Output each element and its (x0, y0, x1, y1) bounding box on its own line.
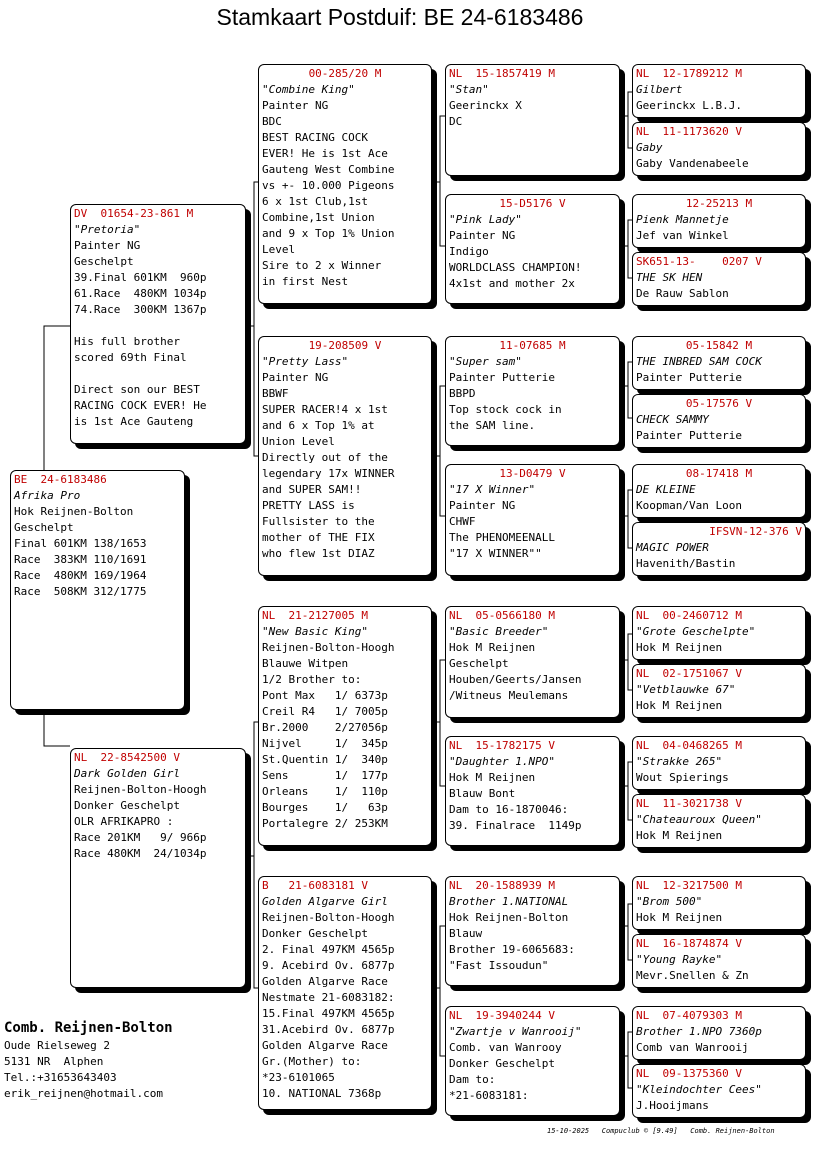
pedigree-card-mmff (632, 876, 806, 930)
pigeon-name: "Vetblauwke 67" (636, 683, 736, 696)
card-line: mother of THE FIX (262, 531, 375, 544)
ring-number: NL 11-1173620 V (636, 125, 742, 138)
pedigree-card-ffmf (632, 194, 806, 248)
ring-number: 13-D0479 V (499, 467, 566, 480)
card-line: 1/2 Brother to: (262, 673, 362, 686)
pedigree-card-mmfm (632, 934, 806, 988)
card-line: Indigo (449, 245, 489, 258)
ring-number: IFSVN-12-376 V (709, 525, 802, 538)
card-line: Hok M Reijnen (449, 641, 536, 654)
card-line: Wout Spierings (636, 771, 729, 784)
pigeon-name: Pienk Mannetje (636, 213, 729, 226)
card-line: 4x1st and mother 2x (449, 277, 575, 290)
card-line: Creil R4 1/ 7005p (262, 705, 388, 718)
pedigree-card-mfff (632, 606, 806, 660)
card-line: Houben/Geerts/Jansen (449, 673, 582, 686)
pedigree-card-mmmm (632, 1064, 806, 1118)
card-line: Race 201KM 9/ 966p (74, 831, 207, 844)
card-line: Bourges 1/ 63p (262, 801, 388, 814)
pedigree-card-mother-sire (258, 606, 432, 846)
card-line: J.Hooijmans (636, 1099, 709, 1112)
ring-number: SK651-13- 0207 V (636, 255, 762, 268)
card-line: EVER! He is 1st Ace (262, 147, 388, 160)
card-line: Painter Putterie (636, 371, 742, 384)
ring-number: BE 24-6183486 (14, 473, 107, 486)
pedigree-card-fff (445, 64, 620, 176)
card-line: /Witneus Meulemans (449, 689, 569, 702)
ring-number: NL 21-2127005 M (262, 609, 368, 622)
card-line: Directly out of the (262, 451, 388, 464)
card-line: Mevr.Snellen & Zn (636, 969, 749, 982)
card-line: Hok Reijnen-Bolton (14, 505, 134, 518)
card-line: "17 X WINNER"" (449, 547, 542, 560)
card-line: Painter NG (262, 371, 329, 384)
card-line: Painter NG (262, 99, 329, 112)
breeder-phone: Tel.:+31653643403 (4, 1071, 117, 1084)
ring-number: 08-17418 M (685, 467, 753, 480)
pedigree-card-mfm (445, 736, 620, 846)
pedigree-card-fmmm (632, 522, 806, 576)
ring-number: 11-07685 M (499, 339, 566, 352)
card-line: 10. NATIONAL 7368p (262, 1087, 382, 1100)
ring-number: 05-15842 M (685, 339, 753, 352)
card-line: 9. Acebird Ov. 6877p (262, 959, 395, 972)
card-line: Geerinckx L.B.J. (636, 99, 742, 112)
ring-number: NL 20-1588939 M (449, 879, 555, 892)
card-line: Race 480KM 169/1964 (14, 569, 147, 582)
card-line: Brother 19-6065683: (449, 943, 575, 956)
ring-number: NL 09-1375360 V (636, 1067, 742, 1080)
pedigree-card-subject (10, 470, 185, 710)
pedigree-card-father-dam (258, 336, 432, 576)
card-line: Donker Geschelpt (74, 799, 180, 812)
card-line: BBPD (449, 387, 476, 400)
ring-number: NL 12-3217500 M (636, 879, 742, 892)
card-line: Jef van Winkel (636, 229, 729, 242)
pigeon-name: MAGIC POWER (636, 541, 709, 554)
card-line: DC (449, 115, 463, 128)
pedigree-card-mff (445, 606, 620, 718)
page-title: Stamkaart Postduif: BE 24-6183486 (216, 4, 584, 30)
breeder-name: Comb. Reijnen-Bolton (4, 1020, 173, 1036)
card-line: Final 601KM 138/1653 (14, 537, 147, 550)
card-line: Donker Geschelpt (262, 927, 368, 940)
pedigree-card-father (70, 204, 246, 444)
pigeon-name: Brother 1.NPO 7360p (636, 1025, 762, 1038)
card-line: De Rauw Sablon (636, 287, 729, 300)
ring-number: NL 00-2460712 M (636, 609, 742, 622)
pigeon-name: "Chateauroux Queen" (636, 813, 762, 826)
card-line: SUPER RACER!4 x 1st (262, 403, 388, 416)
card-line: Direct son our BEST (74, 383, 200, 396)
card-line: Nestmate 21-6083182: (262, 991, 395, 1004)
card-line: Combine,1st Union (262, 211, 375, 224)
pigeon-name: CHECK SAMMY (636, 413, 709, 426)
pigeon-name: "Daughter 1.NPO" (449, 755, 555, 768)
card-line: Hok M Reijnen (636, 699, 723, 712)
card-line: BEST RACING COCK (262, 131, 368, 144)
card-line: Nijvel 1/ 345p (262, 737, 388, 750)
card-line: His full brother (74, 335, 180, 348)
card-line: Hok Reijnen-Bolton (449, 911, 569, 924)
pigeon-name: "Pretty Lass" (262, 355, 349, 368)
card-line: Pont Max 1/ 6373p (262, 689, 388, 702)
pigeon-name: "Young Rayke" (636, 953, 723, 966)
card-line: 39. Finalrace 1149p (449, 819, 582, 832)
pigeon-name: "Basic Breeder" (449, 625, 549, 638)
card-line: PRETTY LASS is (262, 499, 355, 512)
breeder-info (4, 1018, 173, 1102)
pedigree-card-mmm (445, 1006, 620, 1116)
ring-number: 00-285/20 M (308, 67, 382, 80)
card-line: Br.2000 2/27056p (262, 721, 388, 734)
card-line: Hok M Reijnen (636, 829, 723, 842)
card-line: Geschelpt (14, 521, 74, 534)
pigeon-name: Golden Algarve Girl (262, 895, 388, 908)
card-line: Gauteng West Combine (262, 163, 395, 176)
pigeon-name: "Pretoria" (74, 223, 141, 236)
card-line: Union Level (262, 435, 335, 448)
ring-number: 05-17576 V (685, 397, 753, 410)
card-line: is 1st Ace Gauteng (74, 415, 194, 428)
card-line: Golden Algarve Race (262, 975, 388, 988)
card-line: Top stock cock in (449, 403, 562, 416)
pigeon-name: "Brom 500" (636, 895, 703, 908)
footer-credit: 15-10-2025 Compuclub © [9.49] Comb. Reijnen-Bolton (547, 1127, 775, 1135)
card-line: Orleans 1/ 110p (262, 785, 388, 798)
card-line: 74.Race 300KM 1367p (74, 303, 207, 316)
pedigree-card-mfmm (632, 794, 806, 848)
pedigree-card-mmf (445, 876, 620, 986)
pigeon-name: "Combine King" (262, 83, 355, 96)
card-line: Reijnen-Bolton-Hoogh (262, 911, 395, 924)
pigeon-name: "Super sam" (449, 355, 522, 368)
pedigree-card-fmm (445, 464, 620, 576)
ring-number: NL 07-4079303 M (636, 1009, 742, 1022)
card-line: legendary 17x WINNER (262, 467, 395, 480)
card-line: Koopman/Van Loon (636, 499, 742, 512)
card-line: Geerinckx X (449, 99, 522, 112)
ring-number: NL 22-8542500 V (74, 751, 180, 764)
card-line: Donker Geschelpt (449, 1057, 555, 1070)
card-line (74, 366, 242, 382)
pedigree-card-fffm (632, 122, 806, 176)
card-line: the SAM line. (449, 419, 536, 432)
card-line: RACING COCK EVER! He (74, 399, 207, 412)
card-line: Painter NG (74, 239, 141, 252)
pedigree-card-fmmf (632, 464, 806, 518)
card-line: Havenith/Bastin (636, 557, 736, 570)
breeder-email: erik_reijnen@hotmail.com (4, 1087, 163, 1100)
card-line: Geschelpt (74, 255, 134, 268)
card-line: Golden Algarve Race (262, 1039, 388, 1052)
pigeon-name: Brother 1.NATIONAL (449, 895, 569, 908)
card-line: Geschelpt (449, 657, 509, 670)
ring-number: NL 02-1751067 V (636, 667, 742, 680)
ring-number: NL 12-1789212 M (636, 67, 742, 80)
card-line: Gaby Vandenabeele (636, 157, 749, 170)
card-line: Reijnen-Bolton-Hoogh (74, 783, 207, 796)
card-line: Sire to 2 x Winner (262, 259, 382, 272)
pigeon-name: THE INBRED SAM COCK (636, 355, 762, 368)
ring-number: 15-D5176 V (499, 197, 566, 210)
ring-number: NL 15-1857419 M (449, 67, 555, 80)
pigeon-name: "Grote Geschelpte" (636, 625, 756, 638)
card-line: *21-6083181: (449, 1089, 529, 1102)
pedigree-card-fmf (445, 336, 620, 446)
pedigree-card-ffm (445, 194, 620, 304)
breeder-address: Oude Rielseweg 2 (4, 1039, 110, 1052)
pigeon-name: "Kleindochter Cees" (636, 1083, 762, 1096)
pedigree-card-fmfm (632, 394, 806, 448)
card-line: Comb van Wanrooij (636, 1041, 749, 1054)
pigeon-name: "Zwartje v Wanrooij" (449, 1025, 582, 1038)
ring-number: DV 01654-23-861 M (74, 207, 194, 220)
card-line: scored 69th Final (74, 351, 187, 364)
ring-number: NL 19-3940244 V (449, 1009, 555, 1022)
card-line: Painter Putterie (636, 429, 742, 442)
card-line: BBWF (262, 387, 289, 400)
card-line: and SUPER SAM!! (262, 483, 362, 496)
pigeon-name: THE SK HEN (636, 271, 703, 284)
pedigree-card-ffmm (632, 252, 806, 306)
card-line: vs +- 10.000 Pigeons (262, 179, 395, 192)
card-line: 39.Final 601KM 960p (74, 271, 207, 284)
card-line: Reijnen-Bolton-Hoogh (262, 641, 395, 654)
card-line: 61.Race 480KM 1034p (74, 287, 207, 300)
ring-number: B 21-6083181 V (262, 879, 368, 892)
card-line: St.Quentin 1/ 340p (262, 753, 388, 766)
pedigree-card-ffff (632, 64, 806, 118)
pigeon-name: "Strakke 265" (636, 755, 723, 768)
card-line: Blauwe Witpen (262, 657, 349, 670)
pedigree-card-father-sire (258, 64, 432, 304)
card-line: Blauw (449, 927, 483, 940)
pedigree-card-mffm (632, 664, 806, 718)
card-line: Comb. van Wanrooy (449, 1041, 562, 1054)
pigeon-name: "Pink Lady" (449, 213, 522, 226)
card-line: "Fast Issoudun" (449, 959, 549, 972)
pedigree-card-mother (70, 748, 246, 988)
card-line: BDC (262, 115, 282, 128)
card-line: Dam to 16-1870046: (449, 803, 569, 816)
pedigree-card-mmmf (632, 1006, 806, 1060)
pedigree-card-fmff (632, 336, 806, 390)
pigeon-name: Dark Golden Girl (74, 767, 180, 780)
ring-number: NL 16-1874874 V (636, 937, 742, 950)
breeder-city: 5131 NR Alphen (4, 1055, 104, 1068)
card-line: who flew 1st DIAZ (262, 547, 375, 560)
ring-number: NL 15-1782175 V (449, 739, 555, 752)
ring-number: 12-25213 M (685, 197, 753, 210)
pigeon-name: DE KLEINE (636, 483, 696, 496)
card-line: Hok M Reijnen (636, 911, 723, 924)
pedigree-card-mfmf (632, 736, 806, 790)
card-line: Fullsister to the (262, 515, 375, 528)
card-line: Hok M Reijnen (449, 771, 536, 784)
pigeon-name: "New Basic King" (262, 625, 368, 638)
card-line: CHWF (449, 515, 476, 528)
card-line: Blauw Bont (449, 787, 516, 800)
card-line: and 9 x Top 1% Union (262, 227, 395, 240)
card-line: Sens 1/ 177p (262, 769, 388, 782)
card-line: and 6 x Top 1% at (262, 419, 375, 432)
card-line (74, 318, 242, 334)
card-line: *23-6101065 (262, 1071, 335, 1084)
card-line: OLR AFRIKAPRO : (74, 815, 174, 828)
card-line: Gr.(Mother) to: (262, 1055, 362, 1068)
pigeon-name: Gaby (636, 141, 663, 154)
card-line: Portalegre 2/ 253KM (262, 817, 388, 830)
card-line: 6 x 1st Club,1st (262, 195, 368, 208)
card-line: Race 480KM 24/1034p (74, 847, 207, 860)
card-line: 2. Final 497KM 4565p (262, 943, 395, 956)
card-line: WORLDCLASS CHAMPION! (449, 261, 582, 274)
card-line: Race 508KM 312/1775 (14, 585, 147, 598)
card-line: Race 383KM 110/1691 (14, 553, 147, 566)
pigeon-name: "Stan" (449, 83, 489, 96)
pedigree-card-mother-dam (258, 876, 432, 1110)
card-line: Painter NG (449, 229, 516, 242)
ring-number: 19-208509 V (308, 339, 382, 352)
pigeon-name: "17 X Winner" (449, 483, 536, 496)
card-line: Painter NG (449, 499, 516, 512)
card-line: Painter Putterie (449, 371, 555, 384)
card-line: 31.Acebird Ov. 6877p (262, 1023, 395, 1036)
pigeon-name: Gilbert (636, 83, 683, 96)
card-line: Level (262, 243, 296, 256)
ring-number: NL 04-0468265 M (636, 739, 742, 752)
card-line: The PHENOMEENALL (449, 531, 555, 544)
ring-number: NL 05-0566180 M (449, 609, 555, 622)
card-line: 15.Final 497KM 4565p (262, 1007, 395, 1020)
ring-number: NL 11-3021738 V (636, 797, 742, 810)
card-line: in first Nest (262, 275, 349, 288)
card-line: Hok M Reijnen (636, 641, 723, 654)
pigeon-name: Afrika Pro (14, 489, 81, 502)
card-line: Dam to: (449, 1073, 496, 1086)
